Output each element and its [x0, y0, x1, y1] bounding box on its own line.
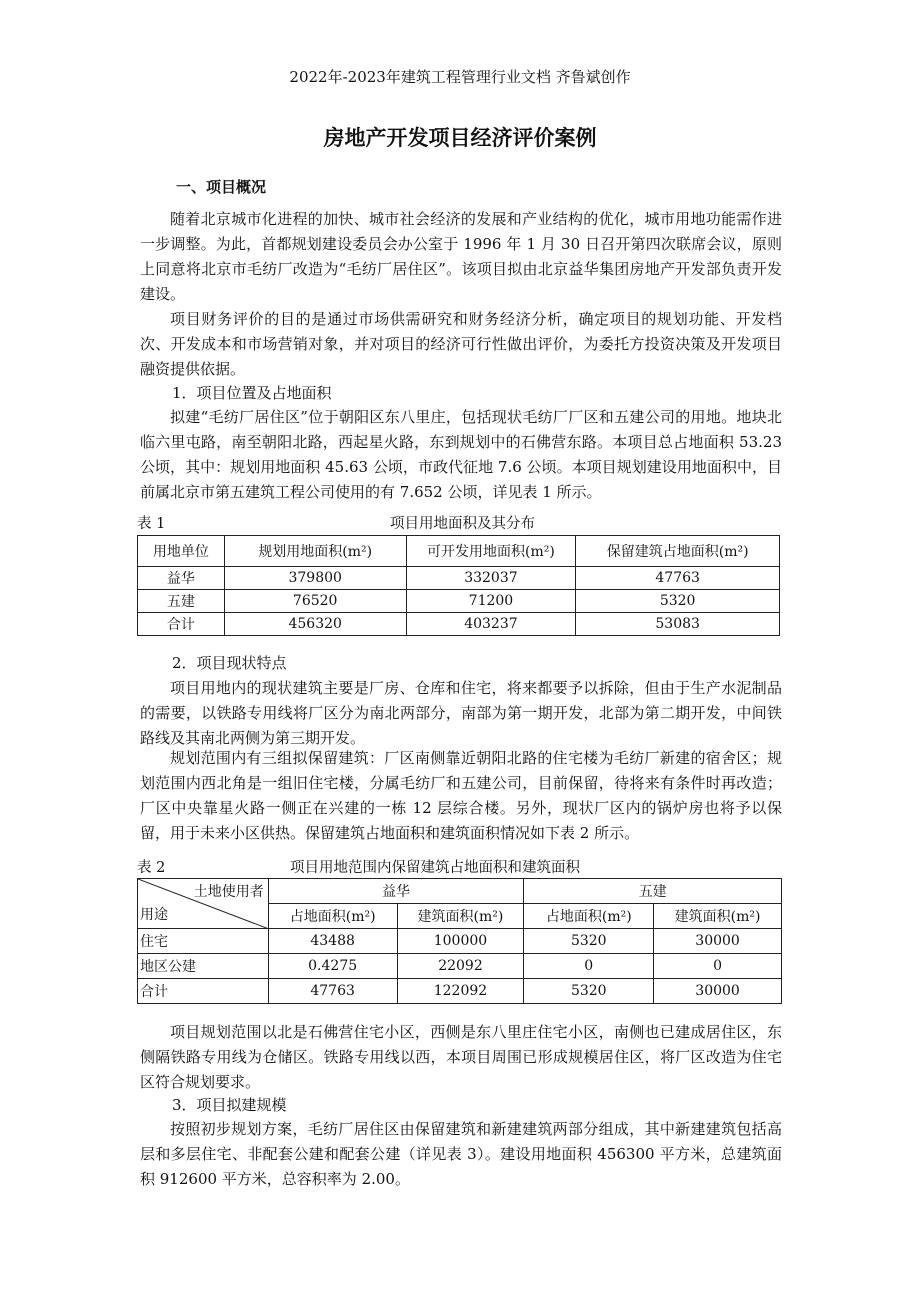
- table-header-cell: 保留建筑占地面积(m²): [576, 536, 780, 567]
- table-cell: 332037: [406, 567, 576, 590]
- table-cell: 0.4275: [268, 954, 397, 979]
- table-cell: 100000: [397, 929, 524, 954]
- table-cell: 五建: [138, 590, 225, 613]
- table-group-header: 五建: [524, 879, 782, 904]
- diagonal-header-bottom: 用途: [140, 907, 168, 923]
- paragraph-location: 拟建“毛纺厂居住区”位于朝阳区东八里庄，包括现状毛纺厂厂区和五建公司的用地。地块北临六里屯路，南至朝阳北路，西起星火路，东到规划中的石佛营东路。本项目总占地面积 53.23 公顷，其中：规划用地面积 45.63 公顷，市政代征地 7.6 公顷。本项目规划建设用地面积中，目前属北京市第五建筑工程公司使用的有 7.652 公顷，详见表 1 所示。: [140, 408, 782, 501]
- table-cell: 43488: [268, 929, 397, 954]
- table-cell: 30000: [654, 979, 782, 1004]
- table-retained-buildings: [137, 878, 782, 1004]
- table-cell: 76520: [224, 590, 406, 613]
- table1-label: 表 1: [137, 516, 166, 532]
- subheading-status: 2．项目现状特点: [172, 654, 287, 672]
- table-cell: 71200: [406, 590, 576, 613]
- paragraph-scale: 按照初步规划方案，毛纺厂居住区由保留建筑和新建建筑两部分组成，其中新建建筑包括高层和多层住宅、非配套公建和配套公建（详见表 3）。建设用地面积 456300 平方米，总建筑面积 912600 平方米，总容积率为 2.00。: [140, 1120, 782, 1188]
- table-cell: 地区公建: [138, 954, 269, 979]
- table-header-cell: 建筑面积(m²): [654, 904, 782, 929]
- table-group-header: 益华: [268, 879, 524, 904]
- table-cell: 5320: [576, 590, 780, 613]
- table-header-row: [138, 536, 780, 567]
- table-header-cell: 占地面积(m²): [268, 904, 397, 929]
- document-title: 房地产开发项目经济评价案例: [323, 126, 597, 150]
- table-cell: 0: [524, 954, 654, 979]
- table-cell: 22092: [397, 954, 524, 979]
- paragraph-retained-buildings: 规划范围内有三组拟保留建筑：厂区南侧靠近朝阳北路的住宅楼为毛纺厂新建的宿舍区；规划范围内西北角是一组旧住宅楼，分属毛纺厂和五建公司，目前保留，待将来有条件时再改造；厂区中央靠星火路一侧正在兴建的一栋 12 层综合楼。另外，现状厂区内的锅炉房也将予以保留，用于未来小区供热。保留建筑占地面积和建筑面积情况如下表 2 所示。: [140, 749, 782, 842]
- paragraph-status: 项目用地内的现状建筑主要是厂房、仓库和住宅，将来都要予以拆除，但由于生产水泥制品的需要，以铁路专用线将厂区分为南北两部分，南部为第一期开发，北部为第二期开发，中间铁路线及其南北两侧为第三期开发。: [140, 679, 782, 747]
- paragraph-surroundings: 项目规划范围以北是石佛营住宅小区，西侧是东八里庄住宅小区，南侧也已建成居住区，东侧隔铁路专用线为仓储区。铁路专用线以西，本项目周围已形成规模居住区，将厂区改造为住宅区符合规划要求。: [140, 1023, 782, 1091]
- table-cell: 益华: [138, 567, 225, 590]
- table-cell: 122092: [397, 979, 524, 1004]
- table-row: [138, 929, 782, 954]
- table-row: [138, 590, 780, 613]
- table-cell: 53083: [576, 613, 780, 636]
- diagonal-header-top: 土地使用者: [193, 884, 264, 900]
- table-cell: 5320: [524, 929, 654, 954]
- table-row: [138, 613, 780, 636]
- table2-caption: 项目用地范围内保留建筑占地面积和建筑面积: [290, 860, 580, 876]
- table-cell: 0: [654, 954, 782, 979]
- table-cell: 47763: [576, 567, 780, 590]
- table-cell: 合计: [138, 613, 225, 636]
- table-header-cell: 用地单位: [138, 536, 225, 567]
- table2-label: 表 2: [137, 860, 166, 876]
- table-cell: 5320: [524, 979, 654, 1004]
- page-header: 2022年-2023年建筑工程管理行业文档 齐鲁斌创作: [289, 68, 631, 86]
- subheading-scale: 3．项目拟建规模: [172, 1096, 287, 1114]
- table-header-cell: 建筑面积(m²): [397, 904, 524, 929]
- table-header-cell: 可开发用地面积(m²): [406, 536, 576, 567]
- table-row: [138, 567, 780, 590]
- table-row: [138, 979, 782, 1004]
- table-cell: 379800: [224, 567, 406, 590]
- table-row: [138, 954, 782, 979]
- table-header-row: [138, 879, 782, 904]
- table-cell: 住宅: [138, 929, 269, 954]
- table-cell: 合计: [138, 979, 269, 1004]
- section-heading-overview: 一、项目概况: [176, 178, 267, 196]
- table-land-area: [137, 535, 780, 636]
- table-cell: 403237: [406, 613, 576, 636]
- subheading-location: 1．项目位置及占地面积: [172, 384, 332, 402]
- diagonal-header-cell: [138, 879, 269, 929]
- table-cell: 456320: [224, 613, 406, 636]
- paragraph-background: 随着北京城市化进程的加快、城市社会经济的发展和产业结构的优化，城市用地功能需作进一步调整。为此，首都规划建设委员会办公室于 1996 年 1 月 30 日召开第四次联席会议，原则上同意将北京市毛纺厂改造为“毛纺厂居住区”。该项目拟由北京益华集团房地产开发部负责开发建设。: [140, 210, 782, 303]
- table-header-cell: 规划用地面积(m²): [224, 536, 406, 567]
- table1-caption: 项目用地面积及其分布: [390, 516, 535, 532]
- table-cell: 47763: [268, 979, 397, 1004]
- table-header-cell: 占地面积(m²): [524, 904, 654, 929]
- table-cell: 30000: [654, 929, 782, 954]
- paragraph-purpose: 项目财务评价的目的是通过市场供需研究和财务经济分析，确定项目的规划功能、开发档次、开发成本和市场营销对象，并对项目的经济可行性做出评价，为委托方投资决策及开发项目融资提供依据。: [140, 310, 782, 378]
